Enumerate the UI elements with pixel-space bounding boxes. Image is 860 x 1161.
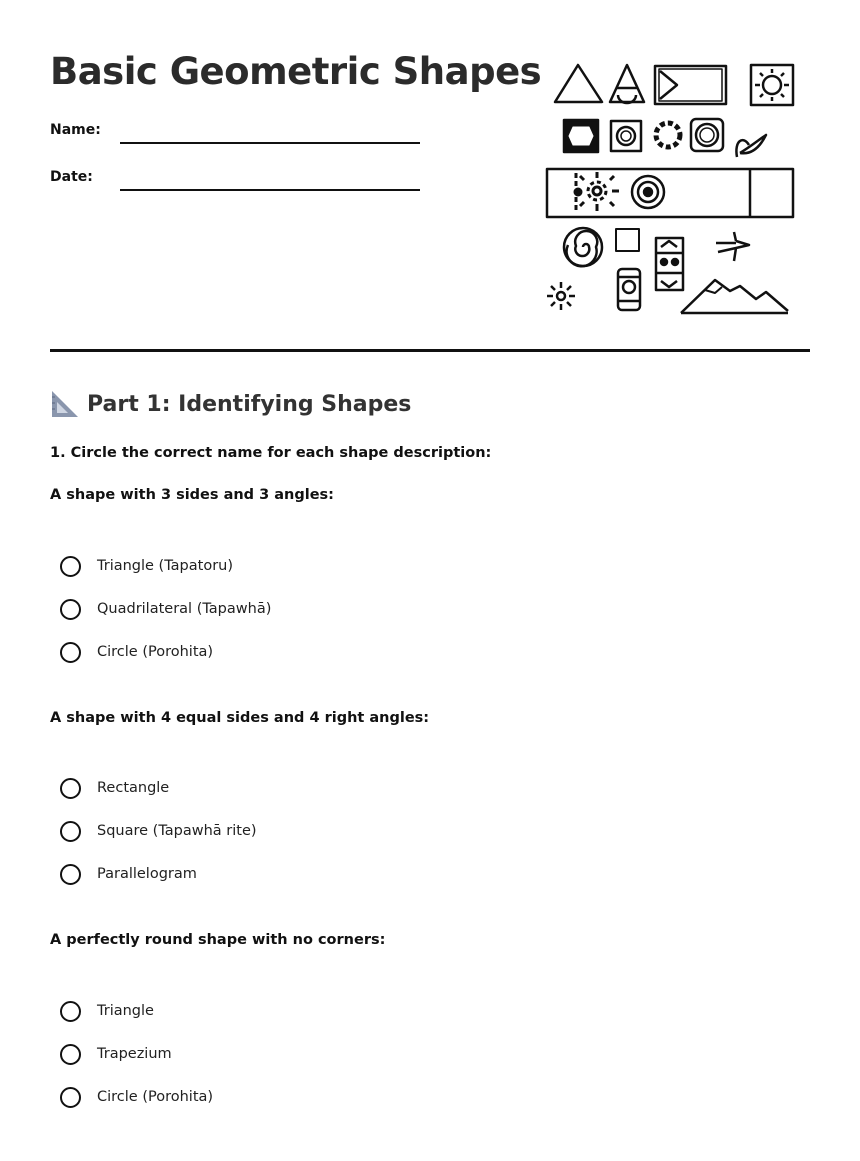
question-prompt: A shape with 4 equal sides and 4 right angles: xyxy=(50,710,430,726)
option-label: Rectangle xyxy=(97,780,170,796)
answer-option[interactable] xyxy=(60,998,560,1024)
option-label: Triangle xyxy=(97,1003,154,1019)
answer-option[interactable] xyxy=(60,775,560,801)
answer-option[interactable] xyxy=(60,1084,560,1110)
answer-option[interactable] xyxy=(60,1041,560,1067)
leaf-sprout-icon xyxy=(736,135,766,157)
name-field xyxy=(50,122,430,152)
hexagon-tile-icon xyxy=(564,120,598,152)
answer-option[interactable] xyxy=(60,553,560,579)
mountain-icon xyxy=(681,280,788,313)
option-label: Trapezium xyxy=(97,1046,172,1062)
page-title: Basic Geometric Shapes xyxy=(50,50,542,93)
radio-button[interactable] xyxy=(60,864,81,885)
patterned-band-icon xyxy=(547,169,793,217)
sunburst-icon xyxy=(547,282,575,310)
radio-button[interactable] xyxy=(60,1087,81,1108)
name-label: Name: xyxy=(50,122,101,138)
carved-totem-icon xyxy=(618,269,640,310)
triangle-compass-icon xyxy=(610,65,644,103)
radio-button[interactable] xyxy=(60,821,81,842)
date-field xyxy=(50,169,430,199)
ring-in-square-icon xyxy=(691,119,723,151)
radio-button[interactable] xyxy=(60,1001,81,1022)
answer-option[interactable] xyxy=(60,596,560,622)
radio-button[interactable] xyxy=(60,1044,81,1065)
radio-button[interactable] xyxy=(60,778,81,799)
shapes-illustration xyxy=(540,55,802,323)
radio-button[interactable] xyxy=(60,556,81,577)
question-prompt: A perfectly round shape with no corners: xyxy=(50,932,386,948)
triangle-icon xyxy=(555,65,602,102)
option-label: Circle (Porohita) xyxy=(97,1089,214,1105)
framed-rectangle-icon xyxy=(655,66,726,104)
header-divider xyxy=(50,349,810,352)
option-label: Parallelogram xyxy=(97,866,197,882)
option-label: Square (Tapawhā rite) xyxy=(97,823,257,839)
option-label: Triangle (Tapatoru) xyxy=(97,558,234,574)
small-square-icon xyxy=(616,229,639,251)
set-square-icon xyxy=(50,389,80,419)
question-prompt: A shape with 3 sides and 3 angles: xyxy=(50,487,334,503)
dotted-ring-icon xyxy=(656,123,680,147)
name-input-line[interactable] xyxy=(120,142,420,144)
date-input-line[interactable] xyxy=(120,189,420,191)
option-label: Quadrilateral (Tapawhā) xyxy=(97,601,272,617)
spiral-icon xyxy=(564,228,602,266)
answer-option[interactable] xyxy=(60,639,560,665)
radio-button[interactable] xyxy=(60,599,81,620)
answer-option[interactable] xyxy=(60,818,560,844)
concentric-square-icon xyxy=(611,121,641,151)
sparkle-icon xyxy=(716,232,749,261)
option-label: Circle (Porohita) xyxy=(97,644,214,660)
section-title: Part 1: Identifying Shapes xyxy=(87,391,412,417)
carved-pillar-icon xyxy=(656,238,683,290)
date-label: Date: xyxy=(50,169,93,185)
instruction-text: 1. Circle the correct name for each shape description: xyxy=(50,445,492,461)
answer-option[interactable] xyxy=(60,861,560,887)
radio-button[interactable] xyxy=(60,642,81,663)
sun-tile-icon xyxy=(751,65,793,105)
section-header xyxy=(50,388,411,420)
